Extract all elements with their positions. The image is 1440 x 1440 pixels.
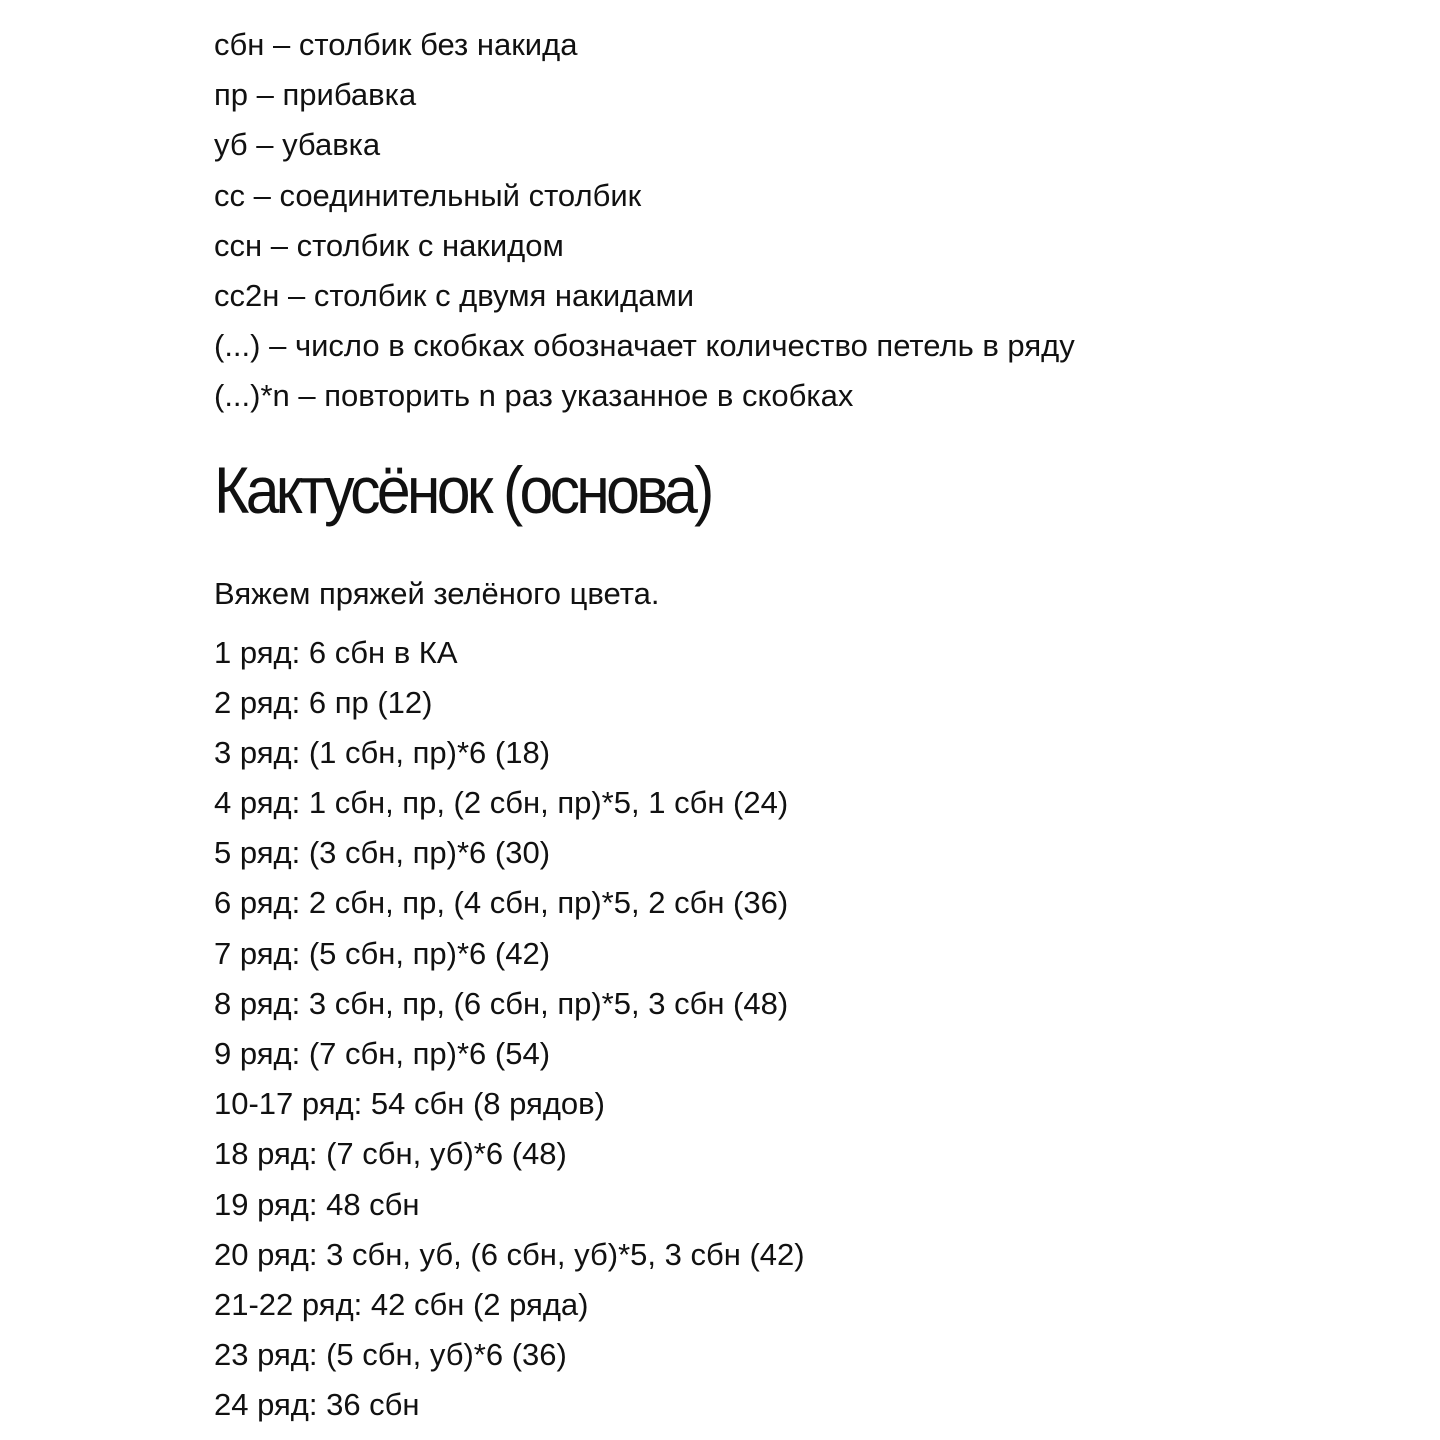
pattern-row: 5 ряд: (3 сбн, пр)*6 (30) bbox=[214, 835, 551, 871]
abbreviation-item: ссн – столбик с накидом bbox=[214, 227, 564, 263]
abbreviation-item: сбн – столбик без накида bbox=[214, 27, 578, 62]
pattern-row: 19 ряд: 48 сбн bbox=[214, 1186, 420, 1222]
abbreviation-list bbox=[214, 20, 1414, 422]
pattern-rows-list bbox=[214, 628, 1414, 1431]
pattern-row: 24 ряд: 36 сбн bbox=[214, 1387, 420, 1423]
pattern-row: 10-17 ряд: 54 сбн (8 рядов) bbox=[214, 1086, 605, 1122]
document-page bbox=[214, 20, 1414, 1431]
abbreviation-item: сс – соединительный столбик bbox=[214, 177, 642, 213]
pattern-row: 6 ряд: 2 сбн, пр, (4 сбн, пр)*5, 2 сбн (36) bbox=[214, 885, 789, 921]
pattern-row: 8 ряд: 3 сбн, пр, (6 сбн, пр)*5, 3 сбн (48) bbox=[214, 985, 789, 1021]
pattern-row: 7 ряд: (5 сбн, пр)*6 (42) bbox=[214, 935, 551, 971]
pattern-row: 9 ряд: (7 сбн, пр)*6 (54) bbox=[214, 1036, 551, 1071]
pattern-row: 3 ряд: (1 сбн, пр)*6 (18) bbox=[214, 734, 551, 770]
pattern-row: 20 ряд: 3 сбн, уб, (6 сбн, уб)*5, 3 сбн (42) bbox=[214, 1236, 805, 1272]
section-title: Кактусёнок (основа) bbox=[214, 452, 711, 527]
abbreviation-item: пр – прибавка bbox=[214, 77, 417, 113]
section-intro: Вяжем пряжей зелёного цвета. bbox=[214, 575, 660, 611]
pattern-row: 21-22 ряд: 42 сбн (2 ряда) bbox=[214, 1286, 589, 1322]
abbreviation-item: уб – убавка bbox=[214, 127, 381, 163]
abbreviation-item: сс2н – столбик с двумя накидами bbox=[214, 277, 695, 313]
pattern-row: 23 ряд: (5 сбн, уб)*6 (36) bbox=[214, 1337, 567, 1373]
pattern-row: 2 ряд: 6 пр (12) bbox=[214, 684, 433, 720]
pattern-row: 1 ряд: 6 сбн в КА bbox=[214, 634, 458, 670]
abbreviation-item: (...) – число в скобках обозначает количество петель в ряду bbox=[214, 328, 1075, 364]
pattern-row: 18 ряд: (7 сбн, уб)*6 (48) bbox=[214, 1136, 567, 1172]
pattern-row: 4 ряд: 1 сбн, пр, (2 сбн, пр)*5, 1 сбн (24) bbox=[214, 785, 789, 821]
abbreviation-item: (...)*n – повторить n раз указанное в скобках bbox=[214, 378, 854, 414]
